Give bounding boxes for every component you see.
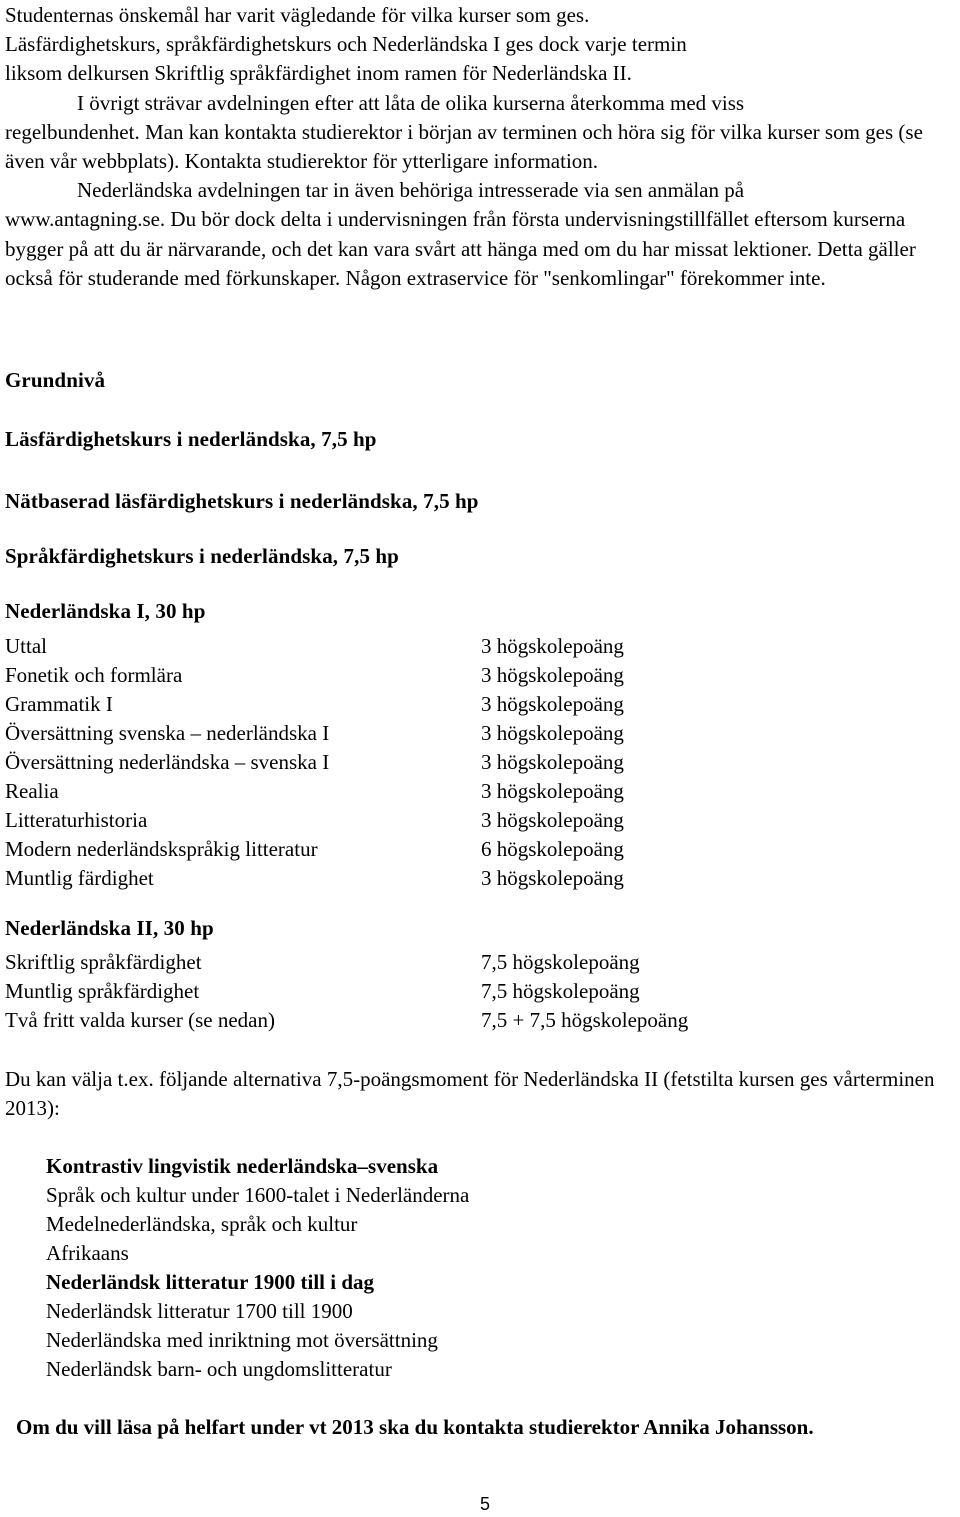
course-row: [5, 690, 905, 719]
course-name: Muntlig språkfärdighet: [5, 979, 200, 1003]
course-row: [5, 777, 905, 806]
course-credits: 3 högskolepoäng: [481, 750, 624, 774]
alternatives-note: Du kan välja t.ex. följande alternativa 7,5-poängsmoment för Nederländska II (fetstilta kursen ges vårterminen 2013):: [5, 1067, 935, 1120]
course-row: [5, 661, 905, 690]
course-heading: Språkfärdighetskurs i nederländska, 7,5 hp: [5, 544, 399, 568]
nl1-course-table: [5, 632, 905, 893]
course-heading: Läsfärdighetskurs i nederländska, 7,5 hp: [5, 427, 377, 451]
elective-course-item: Nederländsk barn- och ungdomslitteratur: [46, 1357, 392, 1381]
course-row: [5, 719, 905, 748]
course-credits: 3 högskolepoäng: [481, 634, 624, 658]
course-credits: 3 högskolepoäng: [481, 779, 624, 803]
paragraph-first-line: I övrigt strävar avdelningen efter att låta de olika kurserna återkomma med viss: [77, 90, 745, 115]
course-name: Fonetik och formlära: [5, 663, 183, 687]
course-row: [5, 632, 905, 661]
course-name: Uttal: [5, 634, 47, 658]
elective-course-item: Afrikaans: [46, 1241, 129, 1265]
elective-course-item: Nederländsk litteratur 1900 till i dag: [46, 1270, 375, 1294]
course-row: [5, 1006, 905, 1035]
course-row: [5, 948, 905, 977]
course-credits: 3 högskolepoäng: [481, 866, 624, 890]
course-heading: Nätbaserad läsfärdighetskurs i nederländska, 7,5 hp: [5, 489, 479, 513]
course-name: Litteraturhistoria: [5, 808, 148, 832]
course-credits: 7,5 högskolepoäng: [481, 950, 640, 974]
course-credits: 3 högskolepoäng: [481, 663, 624, 687]
course-credits: 6 högskolepoäng: [481, 837, 624, 861]
course-name: Två fritt valda kurser (se nedan): [5, 1008, 275, 1032]
course-name: Översättning svenska – nederländska I: [5, 721, 330, 745]
intro-line: liksom delkursen Skriftlig språkfärdighet inom ramen för Nederländska II.: [5, 61, 632, 86]
intro-line: Läsfärdighetskurs, språkfärdighetskurs och Nederländska I ges dock varje termin: [5, 32, 687, 57]
nl2-heading: Nederländska II, 30 hp: [5, 916, 214, 940]
course-name: Realia: [5, 779, 59, 803]
elective-course-item: Nederländska med inriktning mot översättning: [46, 1328, 438, 1352]
page-number: 5: [480, 1494, 491, 1514]
course-credits: 3 högskolepoäng: [481, 808, 624, 832]
elective-course-item: Språk och kultur under 1600-talet i Nederländerna: [46, 1183, 470, 1207]
paragraph-body: regelbundenhet. Man kan kontakta studierektor i början av terminen och höra sig för vilka kurser som ges (se även vår webbplats). Kontakta studierektor för ytterligare information.: [5, 119, 923, 174]
intro-text: [5, 1, 953, 293]
elective-course-item: Kontrastiv lingvistik nederländska–svenska: [46, 1154, 439, 1178]
course-credits: 3 högskolepoäng: [481, 692, 624, 716]
paragraph-body: www.antagning.se. Du bör dock delta i undervisningen från första undervisningstillfället eftersom kurserna bygger på att du är närvarande, och det kan vara svårt att hänga med om du har missat lektioner. Detta gäller också för studerande med förkunskaper. Någon extraservice för "senkomlingar" förekommer inte.: [5, 207, 916, 290]
level-heading: Grundnivå: [5, 368, 106, 392]
course-row: [5, 748, 905, 777]
course-row: [5, 806, 905, 835]
elective-course-item: Medelnederländska, språk och kultur: [46, 1212, 358, 1236]
paragraph-first-line: Nederländska avdelningen tar in även behöriga intresserade via sen anmälan på: [77, 178, 745, 203]
course-row: [5, 835, 905, 864]
course-name: Skriftlig språkfärdighet: [5, 950, 202, 974]
elective-course-item: Nederländsk litteratur 1700 till 1900: [46, 1299, 353, 1323]
course-name: Grammatik I: [5, 692, 113, 716]
course-name: Modern nederländskspråkig litteratur: [5, 837, 318, 861]
course-row: [5, 864, 905, 893]
course-credits: 7,5 + 7,5 högskolepoäng: [481, 1008, 689, 1032]
fulltime-contact-note: Om du vill läsa på helfart under vt 2013 ska du kontakta studierektor Annika Johansson.: [16, 1415, 814, 1439]
course-credits: 7,5 högskolepoäng: [481, 979, 640, 1003]
course-row: [5, 977, 905, 1006]
elective-course-list: [46, 1152, 469, 1384]
nl1-heading: Nederländska I, 30 hp: [5, 599, 206, 623]
course-name: Muntlig färdighet: [5, 866, 154, 890]
course-name: Översättning nederländska – svenska I: [5, 750, 330, 774]
nl2-course-table: [5, 948, 905, 1035]
course-credits: 3 högskolepoäng: [481, 721, 624, 745]
intro-line: Studenternas önskemål har varit vägledande för vilka kurser som ges.: [5, 3, 590, 27]
